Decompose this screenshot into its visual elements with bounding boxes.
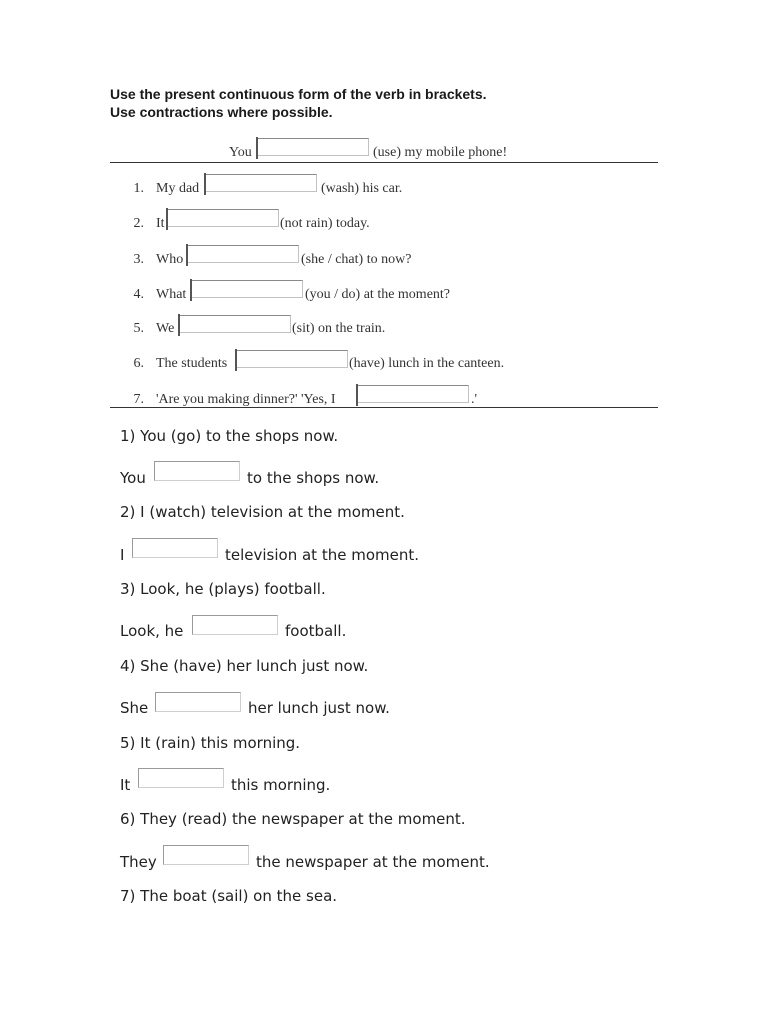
exercise-2-number: 2. (133, 216, 144, 231)
answer-5-box[interactable] (138, 768, 224, 788)
exercise-6-text-before: The students (156, 356, 228, 371)
answer-4-text-after: her lunch just now. (248, 699, 390, 717)
example-text-after: (use) my mobile phone! (373, 145, 508, 160)
answer-6-box[interactable] (163, 845, 249, 865)
exercise-6-answer-box[interactable] (236, 350, 348, 368)
answer-6-text-after: the newspaper at the moment. (256, 853, 490, 871)
exercise-1-answer-box[interactable] (205, 174, 317, 192)
answer-6-text-before: They (120, 853, 157, 871)
answer-5-text-before: It (120, 776, 131, 794)
answer-4-box[interactable] (155, 692, 241, 712)
exercise-3-text-before: Who (156, 252, 184, 267)
exercise-1-text-before: My dad (156, 181, 200, 196)
exercise-5-text-before: We (156, 321, 175, 336)
exercise-2-text-before: It (156, 216, 165, 231)
answer-1-text-after: to the shops now. (247, 469, 380, 487)
exercise-7-answer-box[interactable] (357, 385, 469, 403)
answer-3-box[interactable] (192, 615, 278, 635)
question-1: 1) You (go) to the shops now. (120, 427, 339, 445)
exercise-4-answer-box[interactable] (191, 280, 303, 298)
answer-5-text-after: this morning. (231, 776, 331, 794)
answer-1-box[interactable] (154, 461, 240, 481)
example-answer-box[interactable] (257, 138, 369, 156)
example-text-before: You (229, 145, 252, 160)
exercise-4-text-before: What (156, 287, 187, 302)
exercise-6-number: 6. (133, 356, 144, 371)
exercise-4-text-after: (you / do) at the moment? (305, 287, 451, 302)
exercise-6-text-after: (have) lunch in the canteen. (349, 356, 505, 371)
answer-2-box[interactable] (132, 538, 218, 558)
exercise-5-number: 5. (133, 321, 144, 336)
divider-top (110, 162, 658, 163)
exercise-3-answer-box[interactable] (187, 245, 299, 263)
answer-2-text-after: television at the moment. (225, 546, 419, 564)
divider-bottom (110, 407, 658, 408)
question-4: 4) She (have) her lunch just now. (120, 657, 369, 675)
answer-2-text-before: I (120, 546, 125, 564)
question-7: 7) The boat (sail) on the sea. (120, 887, 338, 905)
question-2: 2) I (watch) television at the moment. (120, 503, 405, 521)
question-5: 5) It (rain) this morning. (120, 734, 301, 752)
exercise-5-answer-box[interactable] (179, 315, 291, 333)
exercise-4-number: 4. (133, 287, 144, 302)
exercise-7-number: 7. (133, 392, 144, 407)
instruction-line-1: Use the present continuous form of the verb in brackets. (110, 86, 487, 102)
instruction-line-2: Use contractions where possible. (110, 104, 333, 120)
exercise-7-text-before: 'Are you making dinner?' 'Yes, I (156, 392, 336, 407)
exercise-3-text-after: (she / chat) to now? (301, 252, 412, 267)
answer-3-text-before: Look, he (120, 622, 184, 640)
exercise-7-text-after: .' (471, 392, 478, 407)
answer-1-text-before: You (120, 469, 146, 487)
answer-4-text-before: She (120, 699, 149, 717)
question-3: 3) Look, he (plays) football. (120, 580, 326, 598)
answer-3-text-after: football. (285, 622, 347, 640)
exercise-1-text-after: (wash) his car. (321, 181, 403, 196)
exercise-2-answer-box[interactable] (167, 209, 279, 227)
exercise-1-number: 1. (133, 181, 144, 196)
exercise-2-text-after: (not rain) today. (280, 216, 370, 231)
question-6: 6) They (read) the newspaper at the moment. (120, 810, 466, 828)
exercise-3-number: 3. (133, 252, 144, 267)
exercise-5-text-after: (sit) on the train. (292, 321, 386, 336)
